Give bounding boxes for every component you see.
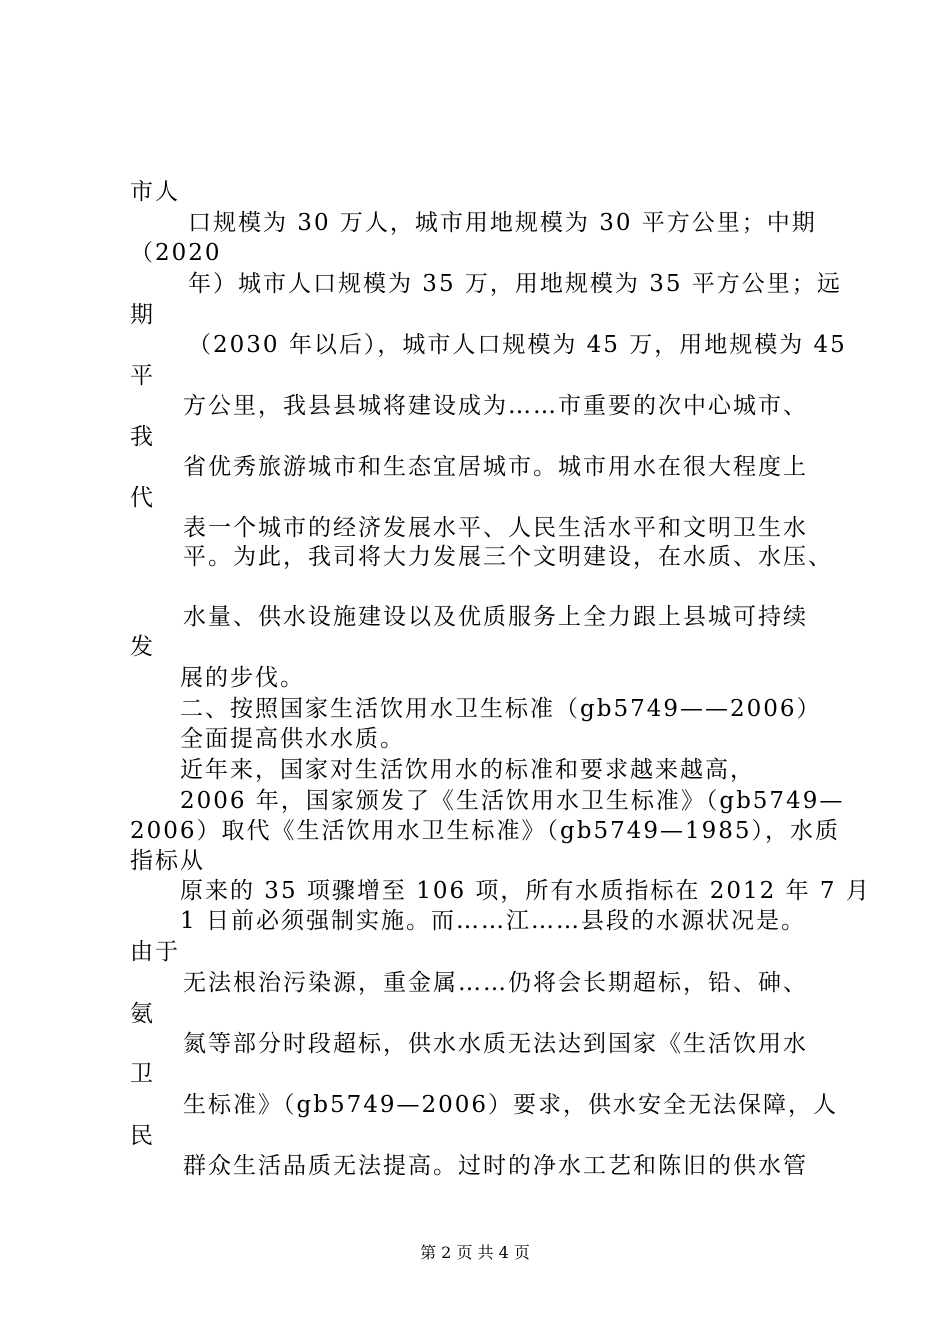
text-line: （2020 (130, 240, 222, 266)
text-line: 平。为此，我司将大力发展三个文明建设，在水质、水压、 (183, 544, 833, 570)
page-number-footer: 第 2 页 共 4 页 (420, 1243, 530, 1262)
text-line: 发 (130, 634, 155, 660)
text-line: 代 (130, 485, 155, 511)
text-line: 由于 (130, 939, 180, 965)
text-line: 近年来，国家对生活饮用水的标准和要求越来越高， (180, 757, 755, 783)
text-line: 群众生活品质无法提高。过时的净水工艺和陈旧的供水管 (183, 1153, 808, 1179)
text-line: 氨 (130, 1001, 155, 1027)
text-line: 口规模为 30 万人，城市用地规模为 30 平方公里；中期 (188, 210, 817, 236)
text-line: 民 (130, 1123, 155, 1149)
text-line: 氮等部分时段超标，供水水质无法达到国家《生活饮用水 (183, 1031, 808, 1057)
text-line: 表一个城市的经济发展水平、人民生活水平和文明卫生水 (183, 515, 808, 541)
text-line: 期 (130, 302, 155, 328)
text-line: 原来的 35 项骤增至 106 项，所有水质指标在 2012 年 7 月 (180, 878, 871, 904)
text-line: 方公里，我县县城将建设成为……市重要的次中心城市、 (183, 393, 808, 419)
text-line: 全面提高供水水质。 (180, 726, 405, 752)
text-line: 市人 (130, 179, 180, 205)
text-line: 卫 (130, 1061, 155, 1087)
text-line: （2030 年以后），城市人口规模为 45 万，用地规模为 45 (188, 332, 847, 358)
text-line: 我 (130, 424, 155, 450)
text-line: 2006）取代《生活饮用水卫生标准》（gb5749—1985），水质 (130, 818, 841, 844)
text-line: 省优秀旅游城市和生态宜居城市。城市用水在很大程度上 (183, 454, 808, 480)
text-line: 二、按照国家生活饮用水卫生标准（gb5749——2006） (180, 696, 822, 722)
text-line: 生标准》（gb5749—2006）要求，供水安全无法保障，人 (183, 1092, 839, 1118)
text-line: 指标从 (130, 848, 205, 874)
text-line: 平 (130, 363, 155, 389)
text-line: 年）城市人口规模为 35 万，用地规模为 35 平方公里；远 (188, 271, 842, 297)
text-line: 展的步伐。 (180, 665, 305, 691)
text-line: 2006 年，国家颁发了《生活饮用水卫生标准》（gb5749— (180, 788, 845, 814)
text-line: 水量、供水设施建设以及优质服务上全力跟上县城可持续 (183, 604, 808, 630)
text-line: 1 日前必须强制实施。而……江……县段的水源状况是。 (180, 908, 806, 934)
text-line: 无法根治污染源，重金属……仍将会长期超标，铅、砷、 (183, 970, 808, 996)
